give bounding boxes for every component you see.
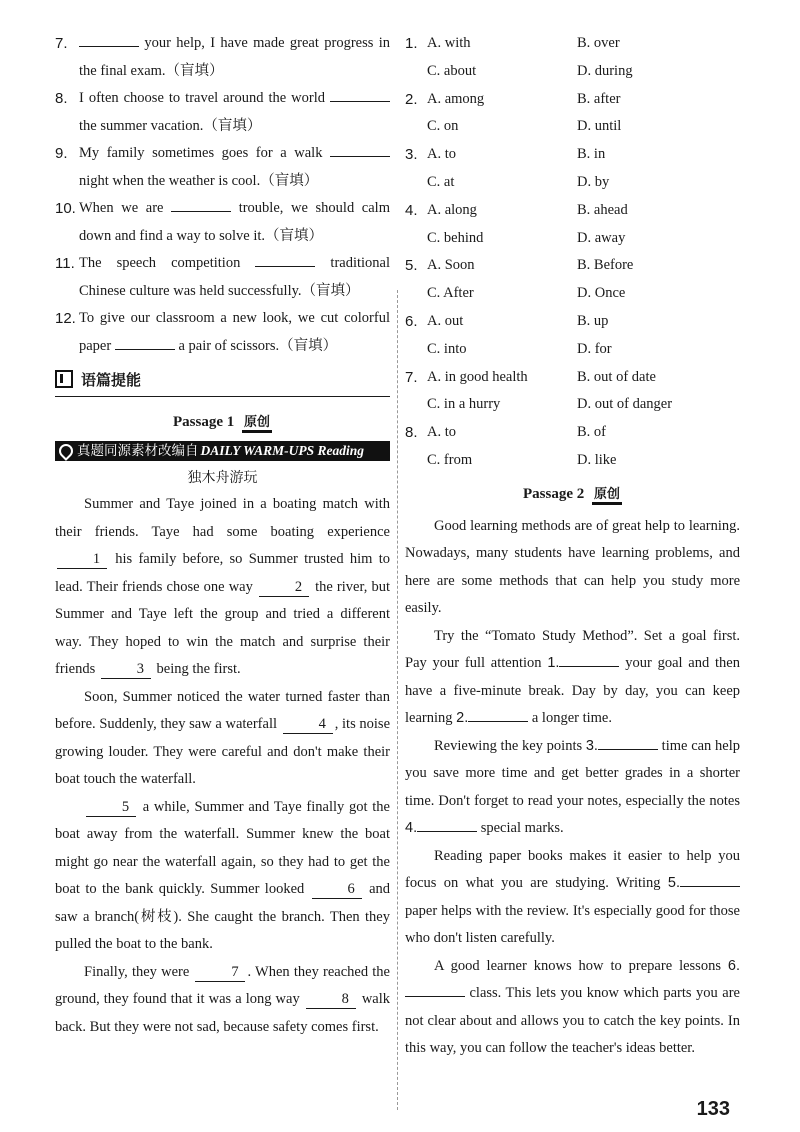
question-text: [79, 305, 390, 360]
option-number-spacer: [405, 391, 427, 419]
question-text-after: night when the weather is cool.（盲填）: [79, 172, 319, 189]
option-row: [405, 447, 740, 475]
section-title: 语篇提能: [81, 370, 142, 389]
paragraph: [405, 953, 740, 1063]
source-english: DAILY WARM-UPS Reading: [200, 443, 365, 458]
paragraph-text: a while, Summer and Taye finally got the boat away from the waterfall. Summer knew the boat might go near the waterfall again, so they had to get the boat to the bank quickly. Summer looked: [55, 798, 390, 897]
question-text-before: My family sometimes goes for a walk: [79, 145, 330, 161]
option-number: 5.: [405, 257, 418, 275]
question-number: 9.: [55, 145, 68, 162]
paragraph-text: class. This lets you know which parts you are not clear about and allows you to catch the key points. In this way, you can follow the teacher's ideas better.: [405, 985, 740, 1057]
blank-number: 1.: [547, 655, 560, 672]
question-number: 8.: [55, 90, 68, 107]
book-icon: [55, 370, 73, 388]
option-number-spacer: [405, 225, 427, 253]
numbered-blank[interactable]: 3: [101, 660, 151, 679]
question-number: 11.: [55, 255, 75, 272]
question-number: 12.: [55, 310, 76, 327]
numbered-blank[interactable]: 1: [57, 550, 107, 569]
option-row: [405, 419, 740, 447]
paragraph-text: Summer and Taye joined in a boating match with their friends. Taye had some boating experience: [55, 496, 390, 540]
question-text-before: I often choose to travel around the world: [79, 90, 330, 106]
option-row: [405, 364, 740, 392]
paragraph-text: Soon, Summer noticed the water turned faster than before. Suddenly, they saw a waterfall: [55, 688, 390, 732]
answer-blank[interactable]: [680, 872, 740, 887]
original-badge: 原创: [242, 411, 272, 433]
blank-number: 3.: [585, 737, 598, 754]
question-item: [55, 30, 390, 85]
numbered-blank[interactable]: 5: [86, 798, 136, 817]
question-text: [79, 250, 390, 305]
passage-2-body: [405, 513, 740, 1063]
question-text: [79, 30, 390, 85]
paragraph-text: walk back. But they were not sad, because safety comes first.: [55, 991, 391, 1035]
paragraph-text: Reviewing the key points: [434, 737, 586, 754]
paragraph-text: the river, but Summer and Taye left the group and tried a different way. They hoped to win the match and surprise their friends: [55, 578, 390, 677]
option-c: C. from: [427, 451, 473, 468]
passage-1-title-text: Passage 1: [172, 414, 235, 430]
option-d: D. like: [577, 451, 617, 468]
passage-2-title: [405, 483, 740, 505]
paragraph: [405, 623, 740, 733]
option-c: C. in a hurry: [427, 396, 501, 413]
passage-1-body: [55, 491, 390, 1041]
question-text-after: trouble, we should calm down and find a way to solve it.（盲填）: [79, 200, 390, 244]
option-number: 4.: [405, 201, 418, 219]
answer-blank[interactable]: [171, 197, 231, 212]
paragraph: [55, 491, 390, 684]
answer-blank[interactable]: [559, 652, 619, 667]
option-b: B. Before: [577, 257, 634, 274]
option-b: B. of: [577, 424, 606, 441]
option-c: C. about: [427, 62, 477, 79]
question-text-before: To give our classroom a new look, we cut colorful paper: [79, 310, 390, 354]
option-number-spacer: [405, 113, 427, 141]
paragraph: [55, 959, 390, 1042]
option-b: B. after: [577, 90, 621, 107]
option-d: D. by: [577, 173, 610, 190]
fill-in-questions: [55, 30, 390, 360]
paragraph-text: . When they reached the ground, they found that it was a long way: [55, 963, 390, 1007]
numbered-blank[interactable]: 6: [312, 880, 362, 899]
location-pin-icon: [56, 441, 76, 461]
paragraph-text: being the first.: [152, 661, 241, 677]
passage-1-title: [55, 411, 390, 433]
answer-blank[interactable]: [115, 335, 175, 350]
option-row: [405, 113, 740, 141]
paragraph-text: Finally, they were: [84, 963, 194, 980]
question-text-after: traditional Chinese culture was held successfully.（盲填）: [79, 255, 391, 299]
option-c: C. at: [427, 173, 455, 190]
passage-1-chinese-title: 独木舟游玩: [187, 470, 258, 486]
question-item: [55, 195, 390, 250]
question-item: [55, 250, 390, 305]
option-b: B. over: [577, 35, 620, 51]
option-row: [405, 30, 740, 58]
blank-number: 4.: [405, 820, 418, 837]
option-row: [405, 252, 740, 280]
left-column: [55, 30, 390, 1041]
paragraph-text: a longer time.: [528, 710, 612, 727]
option-a: A. along: [427, 201, 477, 218]
option-row: [405, 225, 740, 253]
option-c: C. After: [427, 285, 474, 302]
right-column: [405, 30, 740, 1063]
paragraph-text: A good learner knows how to prepare lessons: [434, 957, 728, 974]
option-b: B. in: [577, 146, 606, 163]
option-a: A. in good health: [427, 368, 528, 385]
numbered-blank[interactable]: 7: [195, 963, 245, 982]
option-number-spacer: [405, 447, 427, 475]
question-text-after: the summer vacation.（盲填）: [79, 117, 262, 134]
numbered-blank[interactable]: 2: [259, 578, 309, 597]
question-number: 7.: [55, 35, 68, 52]
option-number: 7.: [405, 368, 418, 386]
answer-blank[interactable]: [330, 87, 390, 102]
question-item: [55, 140, 390, 195]
paragraph: [405, 843, 740, 953]
paragraph: [55, 794, 390, 959]
blank-number: 5.: [667, 875, 680, 892]
option-d: D. out of danger: [577, 396, 673, 413]
paragraph-text: special marks.: [477, 820, 564, 837]
paragraph: [405, 733, 740, 843]
option-number: 8.: [405, 424, 418, 442]
option-row: [405, 391, 740, 419]
paragraph: [405, 513, 740, 623]
paragraph-text: Reading paper books makes it easier to help you focus on what you are studying. Writing: [405, 847, 740, 892]
option-a: A. among: [427, 90, 485, 107]
paragraph-text: time can help you save more time and get better grades in a shorter time. Don't forget to read your notes, especially the notes: [405, 737, 741, 809]
answer-blank[interactable]: [79, 32, 139, 47]
option-a: A. with: [427, 35, 471, 51]
question-item: [55, 305, 390, 360]
option-c: C. on: [427, 118, 459, 135]
option-b: B. ahead: [577, 201, 628, 218]
numbered-blank[interactable]: 8: [306, 990, 356, 1009]
option-number-spacer: [405, 280, 427, 308]
source-banner: [55, 441, 390, 461]
option-row: [405, 141, 740, 169]
option-a: A. Soon: [427, 257, 475, 274]
question-text-after: your help, I have made great progress in the final exam.（盲填）: [79, 35, 390, 79]
passage-2-title-text: Passage 2: [522, 485, 585, 502]
answer-blank[interactable]: [598, 735, 658, 750]
option-d: D. during: [577, 62, 633, 79]
question-text: [79, 140, 390, 195]
blank-number: 2.: [456, 710, 469, 727]
option-c: C. into: [427, 340, 467, 357]
paragraph: [55, 684, 390, 794]
paragraph-text: Try the “Tomato Study Method”. Set a goal first. Pay your full attention: [405, 627, 740, 672]
option-a: A. to: [427, 424, 456, 441]
source-chinese: 真题同源素材改编自: [77, 443, 199, 459]
option-number: 2.: [405, 90, 418, 108]
paragraph-text: Good learning methods are of great help to learning. Nowadays, many students have learning problems, and here are some methods that can help you study more easily.: [405, 517, 740, 617]
option-a: A. out: [427, 312, 464, 329]
option-number-spacer: [405, 58, 427, 86]
option-d: D. Once: [577, 285, 626, 302]
option-b: B. out of date: [577, 368, 656, 385]
page-number: 133: [696, 1098, 730, 1120]
question-number: 10.: [55, 200, 76, 217]
option-row: [405, 58, 740, 86]
option-row: [405, 280, 740, 308]
option-a: A. to: [427, 146, 456, 163]
answer-blank[interactable]: [468, 707, 528, 722]
option-number: 3.: [405, 146, 418, 164]
answer-blank[interactable]: [255, 252, 315, 267]
option-number: 1.: [405, 35, 418, 52]
original-badge: 原创: [592, 483, 622, 505]
numbered-blank[interactable]: 4: [283, 715, 333, 734]
option-row: [405, 308, 740, 336]
option-row: [405, 169, 740, 197]
option-d: D. for: [577, 340, 612, 357]
question-item: [55, 85, 390, 140]
paragraph-text: your goal and then have a five-minute break. Day by day, you can keep learning: [405, 655, 740, 727]
option-row: [405, 86, 740, 114]
question-text: [79, 195, 390, 250]
question-text-before: The speech competition: [79, 255, 256, 271]
paragraph-text: paper helps with the review. It's especially good for those who don't listen carefully.: [405, 902, 740, 947]
option-number: 6.: [405, 312, 418, 330]
answer-blank[interactable]: [417, 817, 477, 832]
answer-blank[interactable]: [405, 982, 465, 997]
option-b: B. up: [577, 312, 609, 329]
option-d: D. until: [577, 118, 622, 135]
paragraph-text: his family before, so Summer trusted him to lead. Their friends chose one way: [55, 551, 390, 595]
blank-number: 6.: [727, 957, 740, 974]
question-text-after: a pair of scissors.（盲填）: [174, 337, 338, 354]
option-number-spacer: [405, 336, 427, 364]
answer-blank[interactable]: [330, 142, 390, 157]
question-text-before: When we are: [79, 200, 172, 216]
option-c: C. behind: [427, 229, 484, 246]
option-row: [405, 197, 740, 225]
option-d: D. away: [577, 229, 626, 246]
paragraph-text: and saw a branch(树枝). She caught the branch. Then they pulled the boat to the bank.: [55, 881, 391, 952]
option-row: [405, 336, 740, 364]
section-header: [55, 366, 390, 397]
paragraph-text: , its noise growing louder. They were careful and don't make their boat touch the waterfall.: [55, 716, 391, 787]
option-number-spacer: [405, 169, 427, 197]
answer-options: [405, 30, 740, 475]
question-text: [79, 85, 390, 140]
column-divider: [397, 290, 398, 1110]
